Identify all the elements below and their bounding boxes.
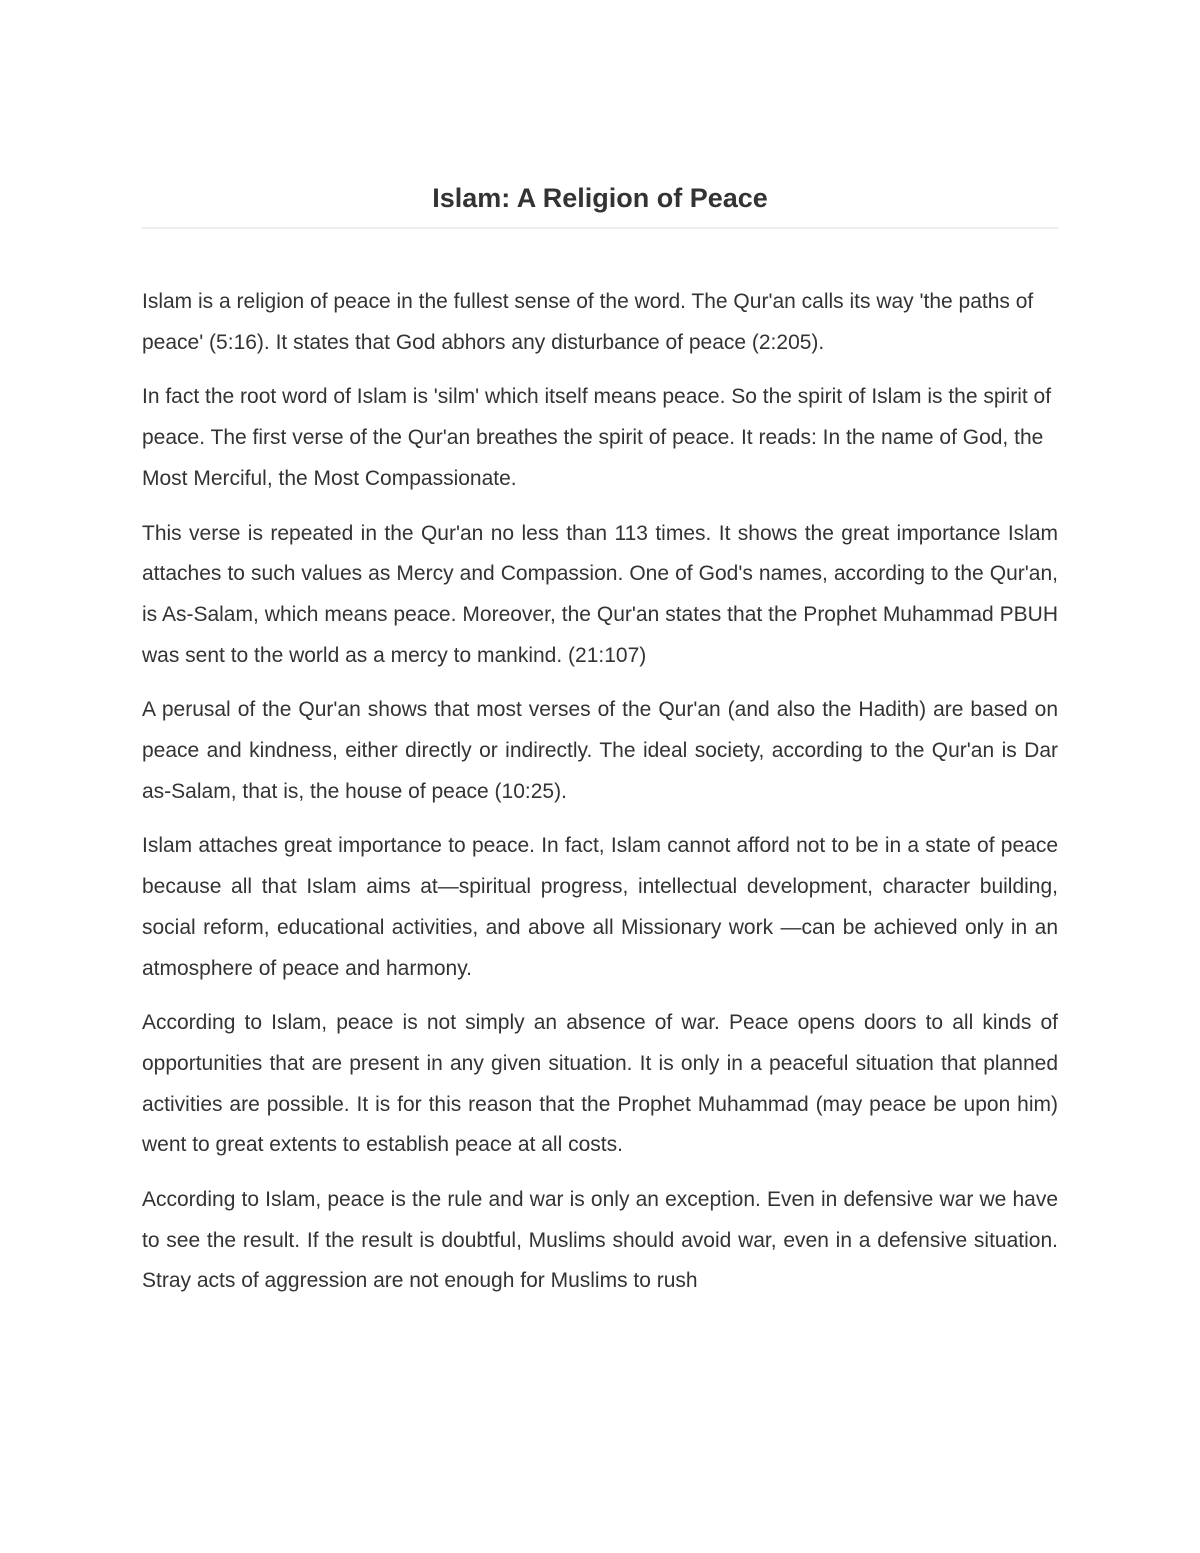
- paragraph-1: Islam is a religion of peace in the fullest sense of the word. The Qur'an calls its way 'the paths of peace' (5:16). It states that God abhors any disturbance of peace (2:205).: [142, 290, 1034, 354]
- paragraph-6: According to Islam, peace is not simply an absence of war. Peace opens doors to all kinds of opportunities that are present in any given situation. It is only in a peaceful situation that planned activities are possible. It is for this reason that the Prophet Muhammad (may peace be upon him) went to great extents to establish peace at all costs.: [142, 1011, 1058, 1157]
- document-body: [142, 282, 1058, 1316]
- paragraph-2: In fact the root word of Islam is 'silm' which itself means peace. So the spirit of Islam is the spirit of peace. The first verse of the Qur'an breathes the spirit of peace. It reads: In the name of God, the Most Merciful, the Most Compassionate.: [142, 385, 1052, 490]
- paragraph-7: According to Islam, peace is the rule and war is only an exception. Even in defensive war we have to see the result. If the result is doubtful, Muslims should avoid war, even in a defensive situation. Stray acts of aggression are not enough for Muslims to rush: [142, 1188, 1058, 1293]
- paragraph-5: Islam attaches great importance to peace. In fact, Islam cannot afford not to be in a state of peace because all that Islam aims at—spiritual progress, intellectual development, character building, social reform, educational activities, and above all Missionary work —can be achieved only in an atmosphere of peace and harmony.: [142, 834, 1058, 980]
- document-title: Islam: A Religion of Peace: [432, 183, 768, 213]
- title-divider: [142, 227, 1058, 229]
- paragraph-4: A perusal of the Qur'an shows that most verses of the Qur'an (and also the Hadith) are based on peace and kindness, either directly or indirectly. The ideal society, according to the Qur'an is Dar as-Salam, that is, the house of peace (10:25).: [142, 698, 1058, 803]
- paragraph-3: This verse is repeated in the Qur'an no less than 113 times. It shows the great importance Islam attaches to such values as Mercy and Compassion. One of God's names, according to the Qur'an, is As-Salam, which means peace. Moreover, the Qur'an states that the Prophet Muhammad PBUH was sent to the world as a mercy to mankind. (21:107): [142, 521, 1058, 667]
